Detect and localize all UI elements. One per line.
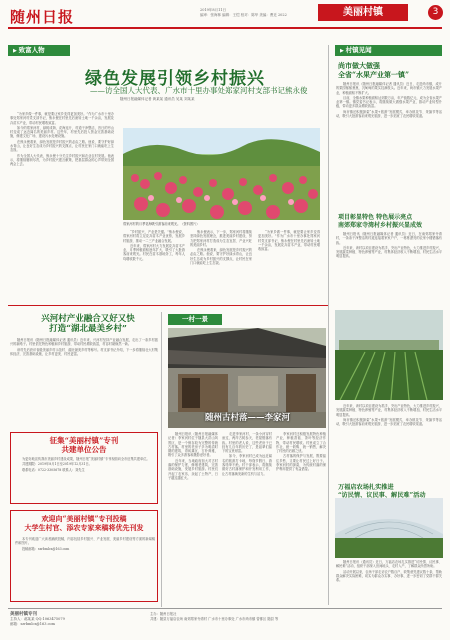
village-column-3 [276, 432, 326, 604]
greenhouse-illustration [335, 498, 443, 558]
zhengjiasi-article [336, 232, 442, 308]
paragraph: 近年来，该村以项目建设为抓手，突出产业特色，大力推进乡村振兴，发展蔬菜种植、特色养殖等产业，村集体经济收入不断增加，村民生活水平明显提高。 [336, 404, 442, 417]
footer-partners: 共建：随县万福店农场 南郊郑家寺湾村 广水市十里办事处 广水市尚市镇 曾都区 随县 等 [150, 617, 279, 621]
footer-left [10, 612, 65, 627]
paragraph: 如今，李家河村已成为远近闻名的旅游打卡地，每逢节假日，游客络绎不绝。村干部表示，将继续做好古村落保护和开发利用工作，让古村落焕发新的生机与活力。 [222, 454, 272, 476]
xinghe-article [10, 338, 158, 428]
xinghe-headline: 兴河村产业融合又好又快 打造“湖北最美乡村” [41, 314, 135, 334]
zhengjiasi-article-continued [336, 404, 442, 482]
submission-box [10, 510, 158, 602]
paragraph: 尚市镇还积极探索“水果+旅游”发展模式，举办桃花节、采摘节等活动，吸引大批游客前来观光旅游，进一步拓宽了农民增收渠道。 [336, 417, 442, 427]
paragraph: 随州日报讯（随州日报融媒体记者 通讯员）近日，走进尚市镇，成片的果园郁郁葱葱，沉甸甸的果实挂满枝头。近年来，尚市镇大力发展水果产业，种植面积不断扩大。 [336, 82, 442, 95]
paragraph: 走进李家河村，一条小河穿村而过，两岸古树参天，老屋错落有致。村里的老人说，这些老房子已经有几百年的历史了，是祖辈们留下的宝贵财富。 [222, 432, 272, 454]
paragraph: “为家乡做一件事，就是要让家乡变得更加美好。”作为广水市十里办事处郑家河村党支部书记，熊永俊在村里先后流转土地一千余亩，发展花卉苗木产业，带动村民增收致富。 [258, 230, 320, 252]
main-story-column-1 [10, 112, 114, 272]
paragraph: 近年来，当地政府加大对古村落的保护力度，修缮老建筑，完善基础设施，发展乡村旅游。村民们开起了农家乐，卖起了土特产，日子越过越红火。 [168, 458, 218, 480]
footer-organizer: 主办：随州日报社 [150, 612, 177, 616]
main-byline: 随州日报融媒体记者 黄某某 通讯员 吴某 刘某某 [120, 97, 195, 101]
column-tag-village-scene: 一村一景 [168, 314, 222, 325]
newspaper-logo: 随州日报 [10, 8, 75, 26]
column-tag-rich-people: ▶ 致富人物 [8, 45, 70, 56]
section-rule [8, 305, 328, 306]
wanfudian-article [336, 560, 442, 604]
village-column-1 [168, 432, 218, 604]
page-number: 3 [428, 5, 443, 20]
rose-garden-illustration [123, 128, 320, 220]
masthead-rule [8, 27, 442, 29]
footer-host: 主持人：郝某某 QQ:1063475079 [10, 617, 65, 621]
main-story-column-2 [123, 230, 185, 300]
submission-body [15, 537, 155, 599]
paragraph: 近年来，该村以项目建设为抓手，突出产业特色，大力推进乡村振兴，发展蔬菜种植、特色养殖等产业，村集体经济收入不断增加，村民生活水平明显提高。 [336, 245, 442, 259]
main-story-column-3 [190, 230, 252, 300]
column-divider [161, 312, 162, 607]
paragraph: 在熊永俊看来，绿色发展是乡村振兴的必由之路。他说，要守护好绿水青山，让良好生态成为乡村振兴的支撑点，让村民在家门口就能吃上生态饭。 [190, 248, 252, 266]
main-story-column-4 [258, 230, 320, 300]
paragraph: 目前，全镇水果种植面积达到数万亩，年产值数亿元，成为全省水果产业第一镇。镇党委书记表示，将继续做大做强水果产业，推动产业转型升级，带动更多群众增收致富。 [336, 95, 442, 109]
main-subheadline: ——访全国人大代表、广水市十里办事处郑家河村支部书记熊永俊 [90, 86, 308, 95]
footer-right [150, 612, 278, 622]
paragraph: 随州日报讯（随州日报融媒体记者）李家河村位于随县大洪山风景区，是一个保存较为完整的传统古村落。村里的老房子多为明清时期的建筑，青砖黛瓦，古朴典雅，吸引了众多游客和摄影爱好者。 [168, 432, 218, 458]
paragraph: 熊永俊表示，下一步，郑家河村将继续坚持绿色发展理念，推进美丽乡村建设，努力把郑家河村打造成为生态宜居、产业兴旺的美丽乡村。 [190, 230, 252, 247]
paragraph: 随州日报讯（随州日报融媒体记者 通讯员）近年来，兴河村坚持产业融合发展，走出了一条乡村振兴的新路子。村里依托特色种植和乡村旅游，带动村民增收致富，村容村貌焕然一新。 [10, 338, 158, 347]
editor-credits: 编审：张海林 编辑：王恺 校对：陈华 美编：曹近 2022 [200, 13, 287, 17]
column-divider [328, 45, 329, 605]
shangshi-article [336, 82, 442, 206]
paragraph: 本专刊欢迎广大读者踊跃投稿，内容包括乡村振兴、产业发展、美丽乡村建设等方面的新闻稿件和图片。 [15, 537, 155, 546]
paragraph: 活动开展以来，农场干部走访农户数百户，收集意见建议数十条，帮助群众解决实际困难，切实为群众办实事、办好事，进一步密切了党群干群关系。 [336, 569, 442, 583]
paragraph: 该村先后获评省级美丽乡村示范村、湖北最美乡村等称号。村支部书记介绍，下一步将继续壮大村集体经济，完善基础设施，让乡村更美、村民更富。 [10, 347, 158, 356]
paragraph: 联系电话：0722-3305678 联系人：刘先生 [22, 467, 85, 472]
rose-garden-photo [123, 128, 320, 220]
footer-email: 邮箱：szrbmlcz@163.com [10, 622, 55, 626]
paragraph: 李家河村还积极发展特色种植产业，种植香菇、茶叶等经济作物，带动村民增收。村里成立了合作社，统一收购、统一销售，解决了村民的后顾之忧。 [276, 432, 326, 454]
paragraph: 在熊永俊看来，绿色发展是乡村振兴的必由之路。他说，要守护好绿水青山，让良好生态成为乡村振兴的支撑点，让村民在家门口就能吃上生态饭。 [10, 139, 114, 153]
dateline [200, 8, 287, 18]
main-headline: 绿色发展引领乡村振兴 [85, 69, 265, 89]
notice-headline: 征集“美丽村镇”专刊 共建单位公告 [49, 436, 119, 454]
zhengjiasi-headline: 项目彰显特色 特色展示亮点 南郊郑家寺湾村乡村振兴显成效 [338, 214, 423, 229]
paragraph: “乡村振兴，产业是关键。”熊永俊说，郑家河村将立足花卉苗木产业优势，发展乡村旅游，推动一二三产业融合发展。 [123, 230, 185, 243]
section-title: 美丽村镇 [318, 4, 408, 21]
paragraph: 古村落的保护与发展，既要留住乡愁，又要让村民过上好日子。李家河村的探索，为传统村落的保护利用提供了有益借鉴。 [276, 454, 326, 472]
issue-date: 2019年8月11日 [200, 8, 227, 12]
paragraph: 作为全国人大代表，熊永俊十分关注乡村振兴和农业农村发展。他表示，将继续履职尽责，为乡村振兴建言献策，把基层群众的心声带到全国两会上去。 [10, 153, 114, 167]
paragraph: 为更好地宣传我市美丽乡村建设成果，随州日报“美丽村镇”专刊现面向全市征集共建单位。 [22, 457, 150, 461]
paragraph: 随州日报讯（随州日报融媒体记者 通讯员）近日，在南郊郑家寺湾村，一条条干净整洁的村道连接着家家户户，一栋栋漂亮的农家小楼错落有致。 [336, 232, 442, 245]
wanfudian-headline: 万福店农场扎实推进 “访民情、议民事、解民难”活动 [338, 484, 426, 499]
shangshi-headline: 尚市做大做强 全省“水果产业第一镇” [338, 61, 410, 79]
paragraph: 共建期限：2019年8月1日至2019年12月31日。 [22, 462, 92, 467]
paragraph: 如今的郑家河村，绿树成荫，花海连片，村道干净整洁，昔日的穷山村变成了远近闻名的美丽乡村。这些年，村里先后投入资金完善基础设施，修建文化广场，建设污水处理设施。 [10, 125, 114, 139]
column-tag-village-news: ▶ 村镇见闻 [335, 45, 442, 56]
greenhouse-photo [335, 498, 443, 558]
paragraph: 投稿邮箱：szrbmlcz@163.com [22, 546, 70, 551]
footer-rule [8, 608, 442, 609]
farmland-illustration [335, 310, 443, 400]
paragraph: 近年来，郑家河村大力发展花卉苗木产业，月季种植面积逐年扩大，吸引了大批游客前来观光。村民在苗木基地务工，每年人均增收数千元。 [123, 243, 185, 261]
notice-body [15, 457, 155, 503]
village-photo-title: 随州古村落——李家河 [205, 413, 291, 423]
paragraph: 随州日报讯（通讯员）近日，万福店农场扎实推进“访民情、议民事、解民难”活动，组织干部深入田间地头、走村入户，了解群众所思所盼。 [336, 560, 442, 569]
notice-box [10, 432, 158, 504]
paragraph: 尚市镇还积极探索“水果+旅游”发展模式，举办桃花节、采摘节等活动，吸引大批游客前来观光旅游，进一步拓宽了农民增收渠道。 [336, 109, 442, 119]
footer-column-name: 美丽村镇专刊 [10, 612, 37, 617]
submission-headline: 欢迎向“美丽村镇”专刊投稿 大学生村官、添农专家来稿将优先刊发 [24, 514, 144, 532]
village-column-2 [222, 432, 272, 604]
farmland-photo [335, 310, 443, 400]
photo-caption: 郑家河村的月季花海吸引游客前来观光。（资料图片） [123, 222, 200, 226]
paragraph: “为家乡做一件事，就是要让家乡变得更加美好。”作为广水市十里办事处郑家河村党支部书记，熊永俊在村里先后流转土地一千余亩，发展花卉苗木产业，带动村民增收致富。 [10, 112, 114, 125]
